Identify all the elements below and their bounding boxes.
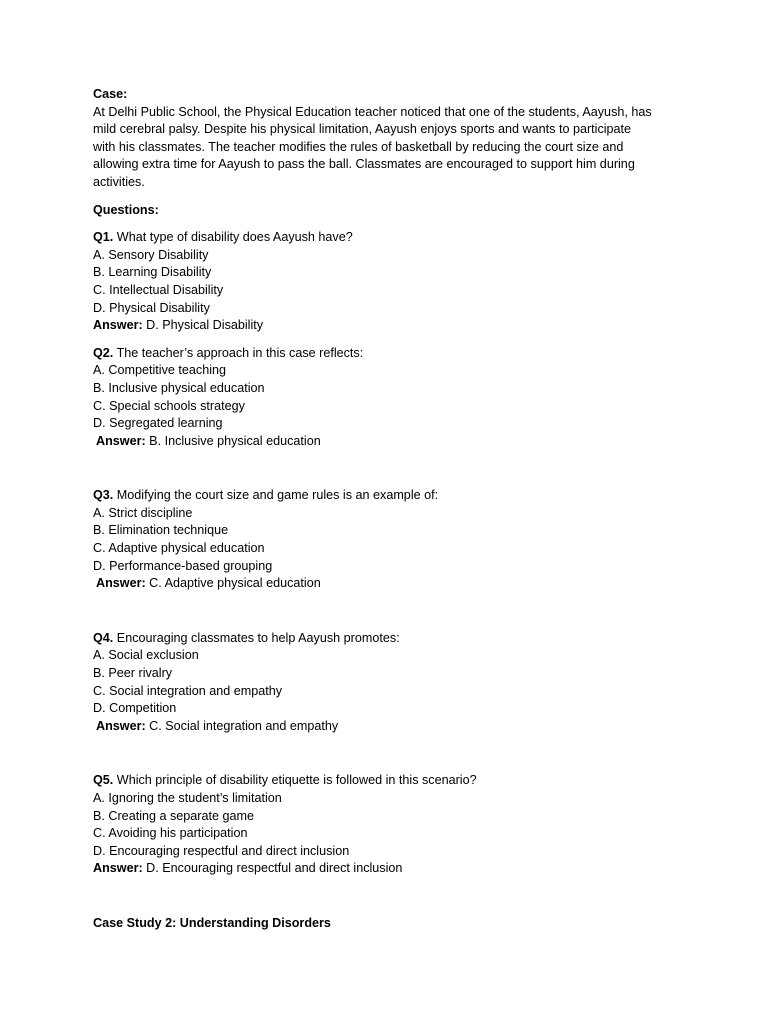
document-page [93,86,673,933]
option: A. Strict discipline [93,505,193,520]
option: B. Peer rivalry [93,666,173,681]
question-1 [93,229,673,335]
case-line: activities. [93,174,145,189]
case-study-2-heading: Case Study 2: Understanding Disorders [93,915,331,930]
option: A. Competitive teaching [93,363,227,378]
option: C. Adaptive physical education [93,541,265,556]
answer-text: C. Social integration and empathy [145,718,339,733]
question-prompt: Modifying the court size and game rules is an example of: [113,488,439,503]
answer-line [93,575,673,593]
answer-text: B. Inclusive physical education [145,433,321,448]
option: C. Social integration and empathy [93,683,283,698]
option: D. Physical Disability [93,300,210,315]
answer-text: D. Encouraging respectful and direct inclusion [142,861,403,876]
case-paragraph [93,104,673,192]
question-number: Q5. [93,773,114,788]
case-line: At Delhi Public School, the Physical Education teacher noticed that one of the students, Aayush, has [93,104,652,119]
option: D. Encouraging respectful and direct inclusion [93,843,350,858]
answer-label: Answer: [93,861,143,876]
question-number: Q1. [93,230,114,245]
option: C. Avoiding his participation [93,826,248,841]
answer-line [93,860,673,878]
question-5 [93,772,673,878]
answer-line [93,433,673,451]
answer-label: Answer: [96,718,146,733]
answer-line [93,718,673,736]
question-3 [93,487,673,593]
question-number: Q4. [93,630,114,645]
option: A. Ignoring the student’s limitation [93,791,282,805]
answer-label: Answer: [96,576,146,591]
case-line: mild cerebral palsy. Despite his physical limitation, Aayush enjoys sports and wants to participate [93,122,632,137]
answer-label: Answer: [93,318,143,333]
answer-label: Answer: [96,433,146,448]
question-text [93,630,673,648]
question-prompt: Encouraging classmates to help Aayush promotes: [113,630,400,645]
question-prompt: What type of disability does Aayush have? [113,230,353,245]
case-line: with his classmates. The teacher modifies the rules of basketball by reducing the court size and [93,139,624,154]
question-4 [93,630,673,736]
answer-text: C. Adaptive physical education [145,576,321,591]
answer-line [93,317,673,335]
option: B. Elimination technique [93,523,229,538]
answer-text: D. Physical Disability [142,318,264,333]
option: C. Intellectual Disability [93,282,224,297]
question-text [93,487,673,505]
option: C. Special schools strategy [93,398,245,413]
option: B. Learning Disability [93,265,212,280]
case-heading: Case: [93,87,128,101]
question-number: Q3. [93,488,114,503]
question-2 [93,345,673,451]
question-text [93,345,673,363]
option: D. Segregated learning [93,416,223,431]
option: A. Social exclusion [93,648,199,663]
question-prompt: Which principle of disability etiquette is followed in this scenario? [113,773,477,788]
question-prompt: The teacher’s approach in this case reflects: [113,345,364,360]
question-number: Q2. [93,345,114,360]
option: B. Creating a separate game [93,808,255,823]
option: A. Sensory Disability [93,247,209,262]
option: B. Inclusive physical education [93,380,265,395]
option: D. Performance-based grouping [93,558,273,573]
case-line: allowing extra time for Aayush to pass the ball. Classmates are encouraged to support him during [93,157,635,172]
question-text [93,229,673,247]
option: D. Competition [93,701,177,716]
question-text [93,772,673,790]
questions-heading: Questions: [93,202,159,217]
